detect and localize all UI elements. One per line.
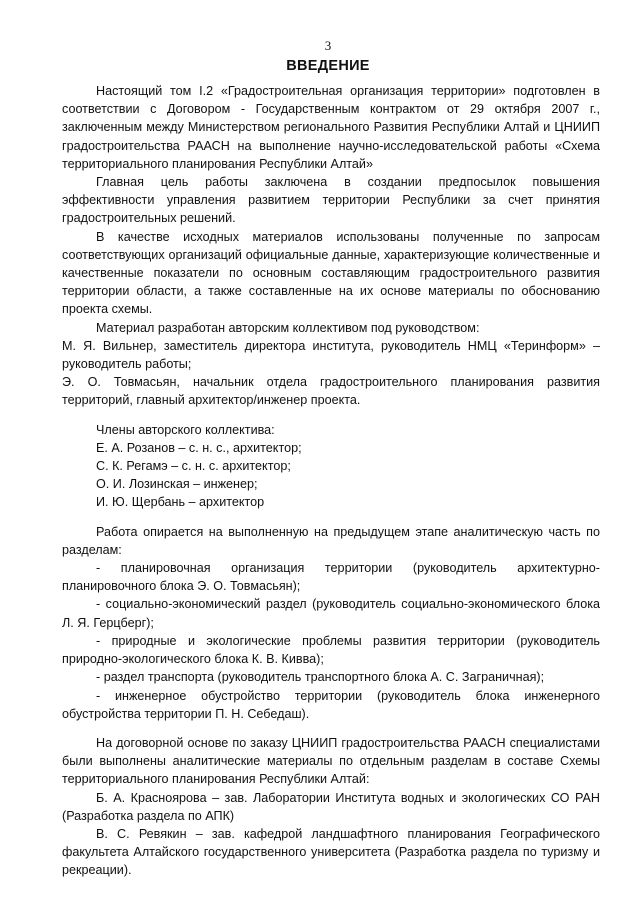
section-item: - инженерное обустройство территории (руководитель блока инженерного обустройства территории П. Н. Себедаш).	[62, 688, 600, 721]
section-item: - социально-экономический раздел (руководитель социально-экономического блока Л. Я. Герцберг);	[62, 597, 600, 630]
paragraph-specialist-2: В. С. Ревякин – зав. кафедрой ландшафтного планирования Географического факультета Алтайского государственного университета (Разработка раздела по туризму и рекреации).	[62, 826, 600, 878]
paragraph-authors-intro: Материал разработан авторским коллективом под руководством:	[96, 320, 480, 335]
paragraph-basis: Работа опирается на выполненную на предыдущем этапе аналитическую часть по разделам:	[62, 524, 600, 557]
member-item: С. К. Регамэ – с. н. с. архитектор;	[96, 459, 291, 474]
section-item: - природные и экологические проблемы развития территории (руководитель природно-экологического блока К. В. Кивва);	[62, 633, 600, 667]
paragraph-chief-architect: Э. О. Товмасьян, начальник отдела градостроительного планирования развития территорий, главный архитектор/инженер проекта.	[62, 375, 600, 408]
member-item: И. Ю. Щербань – архитектор	[96, 495, 265, 510]
section-item: - планировочная организация территории (руководитель архитектурно-планировочного блока Э. О. Товмасьян);	[62, 561, 600, 594]
page-title: ВВЕДЕНИЕ	[286, 58, 370, 74]
member-item: Е. А. Розанов – с. н. с., архитектор;	[96, 440, 302, 455]
members-heading: Члены авторского коллектива:	[96, 422, 275, 437]
section-item: - раздел транспорта (руководитель транспортного блока А. С. Заграничная);	[96, 670, 545, 685]
page-number: 3	[324, 38, 332, 53]
paragraph-goal: Главная цель работы заключена в создании предпосылок повышения эффективности управления развитием территории Республики за счет принятия градостроительных решений.	[62, 175, 600, 226]
paragraph-contract: На договорной основе по заказу ЦНИИП градостроительства РААСН специалистами были выполнены аналитические материалы по отдельным разделам в составе Схемы территориального планирования Республики Алтай:	[62, 735, 600, 787]
member-item: О. И. Лозинская – инженер;	[96, 477, 258, 492]
paragraph-sources: В качестве исходных материалов использованы полученные по запросам соответствующих организаций официальные данные, характеризующие количественные и качественные показатели по основным составляющим градостроительного развития территории области, а также составленные на их основе материалы по обоснованию проекта схемы.	[62, 229, 600, 317]
body-text	[62, 82, 600, 880]
paragraph-specialist-1: Б. А. Красноярова – зав. Лаборатории Института водных и экологических СО РАН (Разработка раздела по АПК)	[62, 790, 600, 823]
paragraph-lead-author: М. Я. Вильнер, заместитель директора института, руководитель НМЦ «Теринформ» – руководитель работы;	[62, 338, 600, 372]
paragraph-intro: Настоящий том I.2 «Градостроительная организация территории» подготовлен в соответствии с Договором - Государственным контрактом от 29 октября 2007 г., заключенным между Министерством регионального Развития Республики Алтай и ЦНИИП градостроительства РААСН на выполнение научно-исследовательской работы «Схема территориального планирования Республики Алтай»	[62, 84, 600, 171]
